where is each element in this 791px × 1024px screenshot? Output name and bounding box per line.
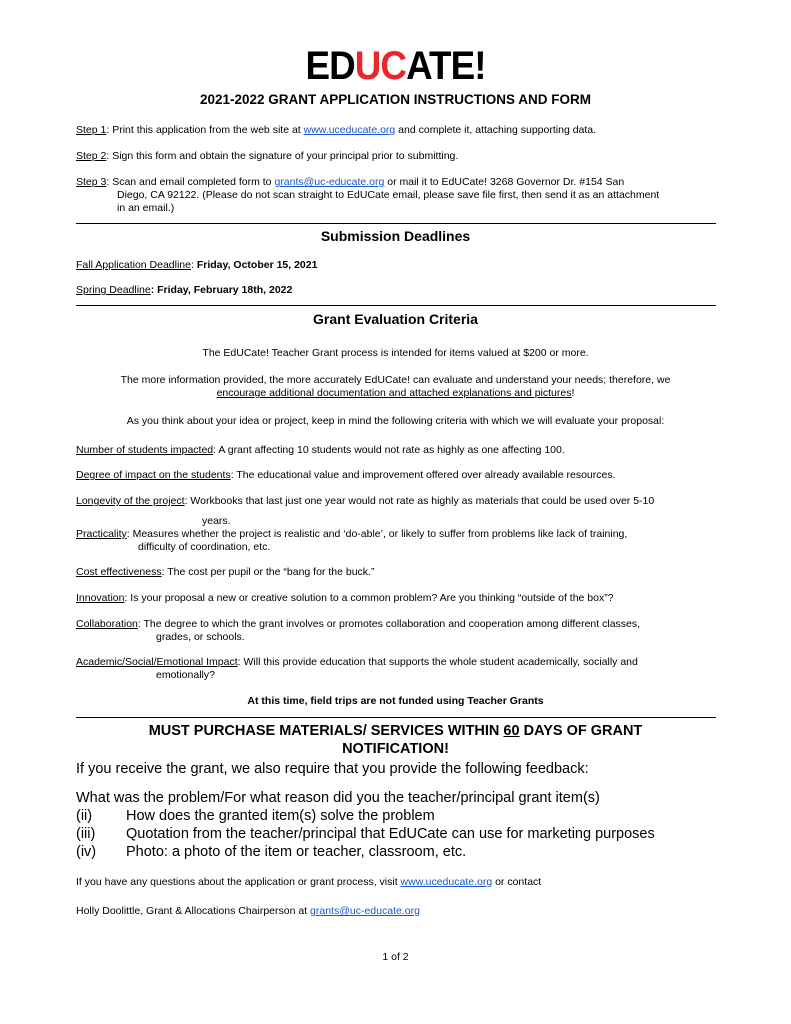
criteria-intro-1: The EdUCate! Teacher Grant process is intended for items valued at $200 or more. [202,347,589,359]
logo-part-ed: ED [305,44,355,88]
criterion-text: : Will this provide education that supports the whole student academically, socially and [237,656,638,668]
criterion-label: Degree of impact on the students [76,469,231,481]
criterion-text-cont: emotionally? [156,669,215,681]
criterion-text-cont: years. [202,515,231,527]
website-link[interactable]: www.uceducate.org [303,124,396,136]
purchase-days: 60 [503,723,520,739]
step-3 [76,176,726,215]
step-label: Step 2 [76,150,107,162]
spring-deadline: Spring Deadline: Friday, February 18th, 2022 [76,284,293,296]
purchase-text: MUST PURCHASE MATERIALS/ SERVICES WITHIN [148,723,504,739]
feedback-item [76,843,736,861]
contact-text: or contact [492,876,542,888]
spring-deadline-label: Spring Deadline [76,284,151,296]
fall-deadline: Fall Application Deadline: Friday, October 15, 2021 [76,259,318,271]
step-text: : Sign this form and obtain the signature of your principal prior to submitting. [106,150,459,162]
field-trips-note: At this time, field trips are not funded using Teacher Grants [247,695,544,707]
criteria-intro-3: As you think about your idea or project, keep in mind the following criteria with which we will evaluate your proposal: [126,415,665,427]
criterion-label: Innovation [76,592,125,604]
logo-part-ate: ATE! [406,44,486,88]
feedback-item [76,825,736,843]
criterion-practicality [76,528,726,554]
criteria-intro-2b: encourage additional documentation and attached explanations and pictures [216,387,572,399]
contact-text: If you have any questions about the application or grant process, visit [76,876,401,888]
criterion-label: Practicality [76,528,127,540]
feedback-intro: If you receive the grant, we also require that you provide the following feedback: [76,761,589,777]
criterion-label: Cost effectiveness [76,566,162,578]
criterion-text: : A grant affecting 10 students would not rate as highly as one affecting 100. [213,444,565,456]
criterion-students [76,444,726,457]
contact-email-link[interactable]: grants@uc-educate.org [310,905,420,917]
contact-website-link[interactable]: www.uceducate.org [400,876,493,888]
criterion-text-cont: difficulty of coordination, etc. [138,541,271,553]
contact-line-2 [76,905,736,918]
criterion-longevity [76,495,726,528]
step-text-line3: in an email.) [117,202,175,214]
criterion-label: Collaboration [76,618,138,630]
step-text: : Scan and email completed form to [106,176,275,188]
criterion-label: Number of students impacted [76,444,214,456]
purchase-text: DAYS OF GRANT [519,723,643,739]
criterion-label: Longevity of the project [76,495,185,507]
step-text: or mail it to EdUCate! 3268 Governor Dr. #154 San [384,176,625,188]
divider [76,717,716,718]
page-number: 1 of 2 [382,951,409,963]
criterion-text: : Is your proposal a new or creative solution to a common problem? Are you thinking “outside of the box”? [124,592,614,604]
spring-deadline-value: Friday, February 18th, 2022 [157,284,293,296]
feedback-text: Quotation from the teacher/principal that EdUCate can use for marketing purposes [126,826,655,842]
criterion-text: : Measures whether the project is realistic and ‘do-able’, or likely to suffer from problems like lack of training, [126,528,628,540]
feedback-text: Photo: a photo of the item or teacher, classroom, etc. [126,844,467,860]
divider [76,223,716,224]
criterion-innovation [76,592,726,605]
feedback-list [76,789,736,861]
step-text-line2: Diego, CA 92122. (Please do not scan straight to EdUCate email, please save file first, then send it as an attachment [117,189,660,201]
educate-logo [32,44,760,88]
contact-line-1 [76,876,736,889]
feedback-num: (ii) [76,808,93,824]
feedback-num: (iv) [76,844,97,860]
criterion-label: Academic/Social/Emotional Impact [76,656,238,668]
criterion-text: : Workbooks that last just one year would not rate as highly as materials that could be used over 5-10 [184,495,655,507]
criterion-text: : The cost per pupil or the “bang for the buck.” [161,566,375,578]
step-label: Step 3 [76,176,107,188]
fall-deadline-value: Friday, October 15, 2021 [196,259,318,271]
criteria-heading: Grant Evaluation Criteria [313,311,478,327]
criteria-intro-2a: The more information provided, the more accurately EdUCate! can evaluate and understand your needs; therefore, we [120,374,671,386]
feedback-item [76,807,736,825]
divider [76,305,716,306]
page-title: 2021-2022 GRANT APPLICATION INSTRUCTIONS AND FORM [199,92,592,107]
deadlines-heading: Submission Deadlines [320,228,471,244]
step-text: and complete it, attaching supporting data. [395,124,597,136]
contact-text: Holly Doolittle, Grant & Allocations Chairperson at [76,905,311,917]
criteria-intro-2: The more information provided, the more accurately EdUCate! can evaluate and understand your needs; therefore, we encourage additional documentation and attached explanations and pictures! [60,374,731,400]
step-2 [76,150,726,163]
step-label: Step 1 [76,124,107,136]
criterion-collaboration [76,618,726,644]
criterion-impact [76,469,726,482]
feedback-num: (iii) [76,826,96,842]
step-1 [76,124,726,137]
feedback-question-1: What was the problem/For what reason did you the teacher/principal grant item(s) [76,790,600,806]
feedback-text: How does the granted item(s) solve the problem [126,808,435,824]
purchase-notice [0,722,791,758]
criterion-cost [76,566,726,579]
fall-deadline-label: Fall Application Deadline [76,259,191,271]
criterion-academic [76,656,726,682]
criterion-text: : The educational value and improvement offered over already available resources. [230,469,616,481]
step-text: : Print this application from the web site at [106,124,304,136]
criterion-text: : The degree to which the grant involves or promotes collaboration and cooperation among different classes, [137,618,641,630]
criterion-text-cont: grades, or schools. [156,631,245,643]
logo-part-uc: UC [354,44,407,88]
email-link[interactable]: grants@uc-educate.org [274,176,385,188]
purchase-notification: NOTIFICATION! [342,741,449,757]
